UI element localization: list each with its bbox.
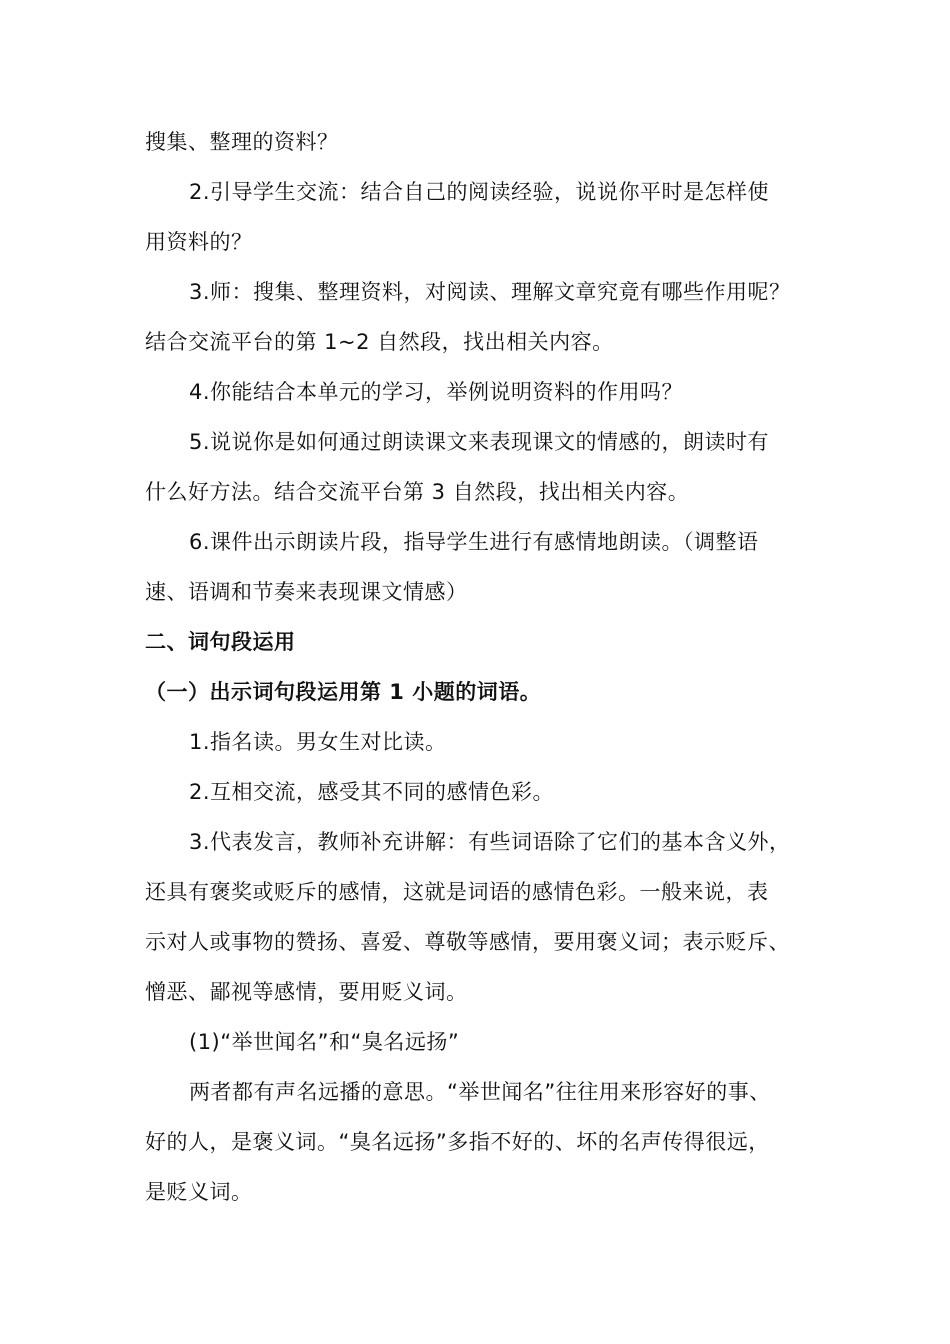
- list-item-4: 4.你能结合本单元的学习，举例说明资料的作用吗？: [189, 380, 684, 404]
- example-heading: (1)“举世闻名”和“臭名远扬”: [189, 1030, 460, 1054]
- list-item-3: 3.代表发言，教师补充讲解：有些词语除了它们的基本含义外，: [189, 830, 791, 854]
- text-line: 憎恶、鄙视等感情，要用贬义词。: [145, 980, 468, 1004]
- text-line: 用资料的？: [145, 230, 253, 254]
- text-line: 搜集、整理的资料？: [145, 130, 339, 154]
- text-line: 示对人或事物的赞扬、喜爱、尊敬等感情，要用褒义词；表示贬斥、: [145, 930, 790, 954]
- text-line: 是贬义词。: [145, 1180, 253, 1204]
- text-line: 什么好方法。结合交流平台第 3 自然段，找出相关内容。: [145, 480, 690, 504]
- subsection-heading: （一）出示词句段运用第 1 小题的词语。: [145, 680, 542, 704]
- list-item-5: 5.说说你是如何通过朗读课文来表现课文的情感的，朗读时有: [189, 430, 770, 454]
- text-line: 结合交流平台的第 1~2 自然段，找出相关内容。: [145, 330, 614, 354]
- list-item-3: 3.师：搜集、整理资料，对阅读、理解文章究竟有哪些作用呢？: [189, 280, 791, 304]
- list-item-1: 1.指名读。男女生对比读。: [189, 730, 447, 754]
- text-line: 速、语调和节奏来表现课文情感）: [145, 580, 468, 604]
- list-item-2: 2.引导学生交流：结合自己的阅读经验，说说你平时是怎样使: [189, 180, 770, 204]
- text-line: 好的人，是褒义词。“臭名远扬”多指不好的、坏的名声传得很远，: [145, 1130, 770, 1154]
- section-heading: 二、词句段运用: [145, 630, 296, 654]
- document-page: [145, 117, 820, 1217]
- text-line: 还具有褒奖或贬斥的感情，这就是词语的感情色彩。一般来说，表: [145, 880, 769, 904]
- list-item-6: 6.课件出示朗读片段，指导学生进行有感情地朗读。（调整语: [189, 530, 759, 554]
- list-item-2: 2.互相交流，感受其不同的感情色彩。: [189, 780, 555, 804]
- paragraph-start: 两者都有声名远播的意思。“举世闻名”往往用来形容好的事、: [189, 1080, 771, 1104]
